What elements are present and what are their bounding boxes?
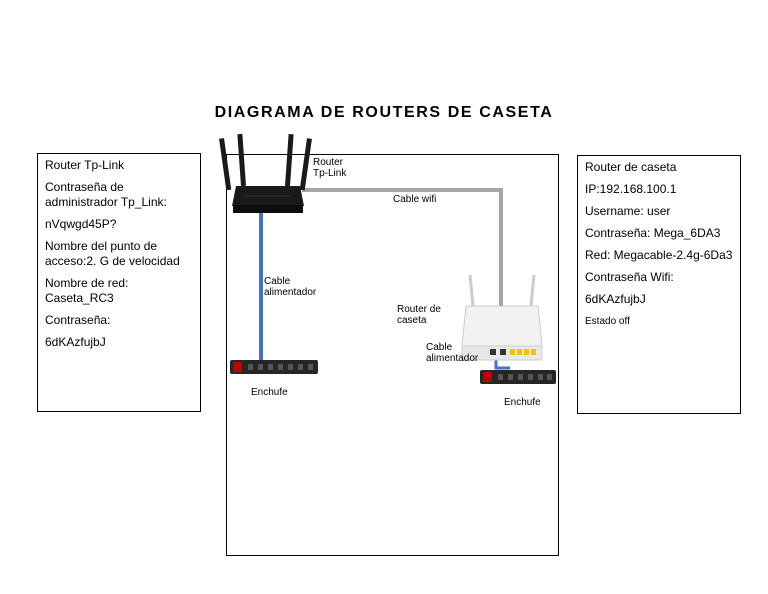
caseta-username: Username: user [585,204,671,218]
tplink-router-icon [219,134,312,213]
cable-wifi-label: Cable wifi [393,194,437,205]
power-strip-right-icon [480,370,556,384]
router-tplink-label: Router Tp-Link [313,157,347,179]
caseta-wifi-password-value: 6dKAzfujbJ [585,292,646,306]
diagram-title: DIAGRAMA DE ROUTERS DE CASETA [214,104,554,121]
tplink-access-point-name: Nombre del punto de acceso:2. G de velocidad [45,239,180,268]
tplink-password-value: 6dKAzfujbJ [45,335,106,349]
caseta-panel-heading: Router de caseta [585,160,677,174]
tplink-admin-password-label: Contraseña de administrador Tp_Link: [45,180,167,209]
enchufe-left-label: Enchufe [251,387,288,398]
caseta-network: Red: Megacable-2.4g-6Da3 [585,248,733,262]
caseta-status: Estado off [585,316,630,327]
caseta-ip: IP:192.168.100.1 [585,182,677,196]
tplink-admin-password-value: nVqwgd45P? [45,217,117,231]
cable-alimentador-left-label: Cable alimentador [264,276,317,298]
caseta-wifi-password-label: Contraseña Wifi: [585,270,674,284]
tplink-password-label: Contraseña: [45,313,111,327]
router-caseta-label: Router de caseta [397,304,441,326]
enchufe-right-label: Enchufe [504,397,541,408]
tplink-panel-heading: Router Tp-Link [45,158,125,172]
tplink-network-name: Nombre de red: Caseta_RC3 [45,276,129,305]
cable-alimentador-right-label: Cable alimentador [426,342,479,364]
power-strip-left-icon [230,360,318,374]
caseta-password: Contraseña: Mega_6DA3 [585,226,721,240]
